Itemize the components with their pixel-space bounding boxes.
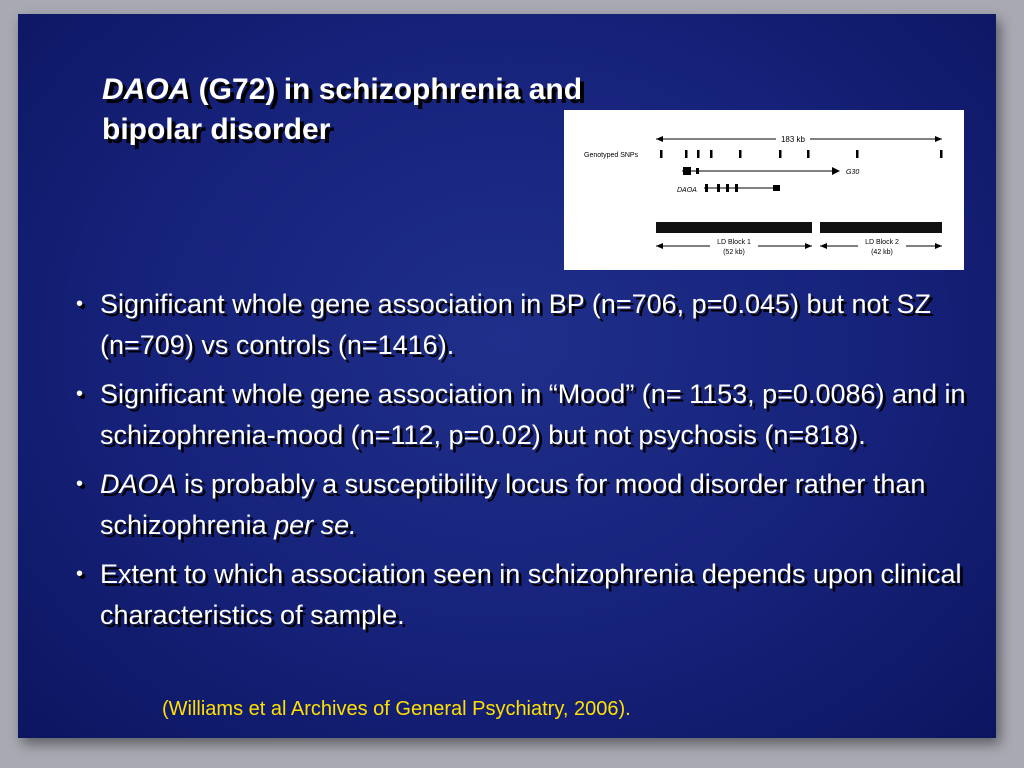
title-line2: bipolar disorder [102, 113, 331, 146]
snps-label: Genotyped SNPs [584, 152, 639, 159]
bullet-item [74, 284, 974, 366]
ld-block-1-label: LD Block 1 [717, 239, 751, 246]
title-rest: (G72) in schizophrenia and [190, 73, 583, 106]
bullet-text: is probably a susceptibility locus for mood disorder rather than schizophrenia [100, 469, 926, 540]
bullet-gene-name: DAOA [100, 469, 177, 499]
bullet-list [74, 284, 974, 644]
ld-block-2-bar [820, 222, 942, 233]
daoa-label: DAOA [677, 187, 697, 194]
bullet-dot-icon: • [76, 293, 84, 315]
ld-block-1-size: (52 kb) [723, 249, 745, 256]
g30-gene-track [682, 167, 840, 175]
bullet-item [74, 554, 974, 636]
bullet-item [74, 464, 974, 546]
bullet-dot-icon: • [76, 383, 84, 405]
citation: (Williams et al Archives of General Psychiatry, 2006). [162, 698, 631, 720]
slide [18, 14, 996, 738]
title-gene-name: DAOA [102, 73, 191, 106]
ld-block-2-size: (42 kb) [871, 249, 893, 256]
daoa-gene-track [704, 184, 780, 192]
bullet-dot-icon: • [76, 473, 84, 495]
gene-map-diagram [564, 110, 964, 270]
bullet-text: Significant whole gene association in “Mood” (n= 1153, p=0.0086) and in schizophrenia-mood (n=112, p=0.02) but not psychosis (n=818). [100, 379, 966, 450]
gene-structure-figure [564, 110, 964, 270]
g30-label: G30 [846, 169, 860, 176]
ld-block-1-bar [656, 222, 812, 233]
snp-markers [660, 150, 943, 158]
bullet-text: Significant whole gene association in BP (n=706, p=0.045) but not SZ (n=709) vs controls (n=1416). [100, 289, 932, 360]
bullet-dot-icon: • [76, 563, 84, 585]
ld-block-2-label: LD Block 2 [865, 239, 899, 246]
bullet-text: Extent to which association seen in schizophrenia depends upon clinical characteristics of sample. [100, 559, 962, 630]
span-label: 183 kb [780, 135, 806, 144]
bullet-item [74, 374, 974, 456]
bullet-latin-phrase: per se. [274, 510, 357, 540]
